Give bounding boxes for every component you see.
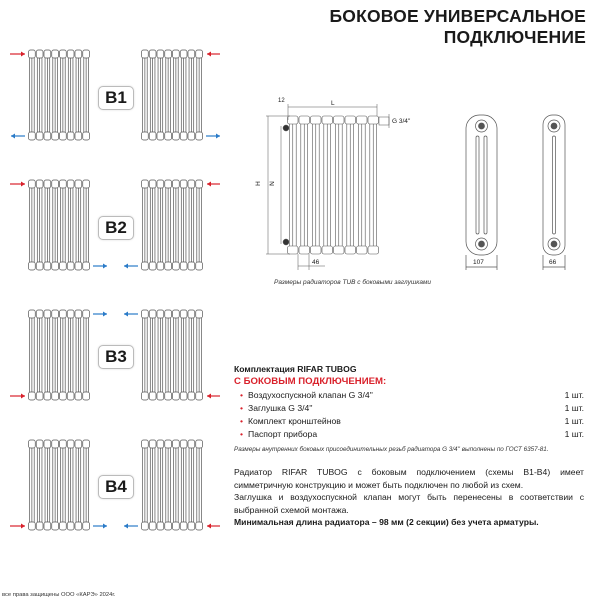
radiator-bottom-collar	[75, 522, 82, 530]
flow-arrow-icon	[10, 394, 25, 399]
radiator-top-collar	[345, 116, 356, 124]
radiator-bottom-collar	[142, 522, 149, 530]
title-line-1: БОКОВОЕ УНИВЕРСАЛЬНОЕ	[329, 6, 586, 26]
radiator-icon	[29, 180, 90, 270]
radiator-icon	[29, 440, 90, 530]
radiator-bottom-collar	[180, 392, 187, 400]
dim-N: N	[268, 181, 276, 186]
radiator-top-collar	[60, 440, 67, 448]
description-p3: Минимальная длина радиатора – 98 мм (2 секции) без учета арматуры.	[234, 517, 539, 527]
radiator-top-collar	[52, 50, 59, 58]
kit-item	[234, 390, 584, 400]
radiator-bottom-collar	[196, 522, 203, 530]
radiator-bottom-collar	[75, 262, 82, 270]
radiator-bottom-collar	[60, 132, 67, 140]
radiator-top-collar	[67, 50, 74, 58]
scheme-label-b2: B2	[98, 216, 134, 240]
flow-arrow-icon	[206, 134, 220, 139]
dim-H: H	[254, 181, 262, 186]
kit-item-label: • Воздухоспускной клапан G 3/4''	[240, 390, 373, 400]
radiator-top-collar	[334, 116, 345, 124]
description	[234, 466, 584, 529]
description-p2: Заглушка и воздухоспускной клапан могут быть перенесены в соответствии с выбранной схемой монтажа.	[234, 492, 584, 515]
radiator-top-collar	[149, 180, 156, 188]
radiator-bottom-collar	[288, 246, 299, 254]
radiator-bottom-collar	[142, 262, 149, 270]
radiator-top-collar	[44, 180, 51, 188]
radiator-icon	[288, 116, 379, 254]
side-body	[466, 115, 497, 255]
radiator-top-collar	[75, 50, 82, 58]
description-p1: Радиатор RIFAR TUBOG с боковым подключением (схемы B1-B4) имеет симметричную конструкцию и может быть подключен по любой из схем.	[234, 467, 584, 490]
arrow-head	[21, 182, 25, 187]
radiator-top-collar	[52, 180, 59, 188]
radiator-top-collar	[157, 310, 164, 318]
flow-arrow-icon	[11, 134, 25, 139]
radiator-top-collar	[75, 310, 82, 318]
radiator-bottom-collar	[44, 132, 51, 140]
radiator-top-collar	[157, 180, 164, 188]
flow-arrow-icon	[93, 264, 107, 269]
radiator-top-collar	[165, 50, 172, 58]
drawing-caption: Размеры радиаторов TUB с боковыми заглушками	[274, 279, 432, 286]
dim-thread: G 3/4''	[392, 118, 411, 125]
kit-item-qty: 1 шт.	[564, 416, 584, 426]
radiator-icon	[29, 310, 90, 400]
radiator-top-collar	[36, 310, 43, 318]
radiator-icon	[142, 180, 203, 270]
radiator-top-collar	[142, 50, 149, 58]
radiator-bottom-collar	[83, 132, 90, 140]
radiator-bottom-collar	[52, 132, 59, 140]
radiator-top-collar	[173, 440, 180, 448]
dim-66: 66	[549, 259, 557, 266]
radiator-bottom-collar	[52, 522, 59, 530]
arrow-head	[21, 52, 25, 57]
radiator-top-collar	[157, 440, 164, 448]
arrow-head	[103, 524, 107, 529]
dim-46: 46	[312, 259, 320, 266]
radiator-bottom-collar	[75, 132, 82, 140]
radiator-bottom-collar	[334, 246, 345, 254]
radiator-top-collar	[52, 440, 59, 448]
title-line-2: ПОДКЛЮЧЕНИЕ	[443, 27, 586, 47]
kit-item	[234, 416, 584, 426]
radiator-bottom-collar	[299, 246, 310, 254]
radiator-bottom-collar	[60, 522, 67, 530]
radiator-top-collar	[44, 310, 51, 318]
arrow-head	[103, 312, 107, 317]
dim-L: L	[331, 100, 335, 107]
arrow-head	[207, 394, 211, 399]
radiator-top-collar	[196, 310, 203, 318]
radiator-top-collar	[288, 116, 299, 124]
radiator-bottom-collar	[52, 262, 59, 270]
radiator-top-collar	[67, 180, 74, 188]
radiator-top-collar	[75, 440, 82, 448]
kit-item-label: • Паспорт прибора	[240, 429, 317, 439]
radiator-top-collar	[165, 310, 172, 318]
radiator-top-collar	[83, 310, 90, 318]
radiator-top-collar	[188, 180, 195, 188]
radiator-top-collar	[36, 50, 43, 58]
radiator-top-collar	[173, 50, 180, 58]
radiator-bottom-collar	[357, 246, 368, 254]
radiator-top-collar	[322, 116, 333, 124]
kit-section	[234, 364, 584, 453]
radiator-top-collar	[196, 440, 203, 448]
flow-arrow-icon	[124, 264, 138, 269]
dim-107: 107	[473, 259, 484, 266]
radiator-bottom-collar	[165, 132, 172, 140]
radiator-top-collar	[29, 180, 36, 188]
scheme-label-b3: B3	[98, 345, 134, 369]
radiator-top-collar	[67, 310, 74, 318]
radiator-top-collar	[36, 440, 43, 448]
radiator-bottom-collar	[180, 522, 187, 530]
radiator-bottom-collar	[52, 392, 59, 400]
radiator-bottom-collar	[180, 262, 187, 270]
radiator-top-collar	[157, 50, 164, 58]
radiator-bottom-collar	[188, 132, 195, 140]
radiator-bottom-collar	[345, 246, 356, 254]
radiator-bottom-collar	[157, 132, 164, 140]
radiator-bottom-collar	[368, 246, 379, 254]
radiator-bottom-collar	[157, 522, 164, 530]
radiator-bottom-collar	[188, 262, 195, 270]
plug-icon	[283, 125, 289, 131]
kit-item	[234, 403, 584, 413]
radiator-bottom-collar	[149, 392, 156, 400]
radiator-bottom-collar	[83, 262, 90, 270]
radiator-bottom-collar	[196, 262, 203, 270]
radiator-top-collar	[188, 310, 195, 318]
radiator-top-collar	[142, 310, 149, 318]
radiator-top-collar	[368, 116, 379, 124]
radiator-top-collar	[180, 50, 187, 58]
radiator-top-collar	[83, 440, 90, 448]
radiator-top-collar	[83, 50, 90, 58]
radiator-top-collar	[83, 180, 90, 188]
flow-arrow-icon	[93, 312, 107, 317]
radiator-bottom-collar	[165, 522, 172, 530]
radiator-bottom-collar	[60, 262, 67, 270]
radiator-bottom-collar	[165, 262, 172, 270]
radiator-bottom-collar	[75, 392, 82, 400]
plug-icon	[283, 239, 289, 245]
radiator-bottom-collar	[157, 262, 164, 270]
radiator-icon	[142, 50, 203, 140]
radiator-top-collar	[165, 180, 172, 188]
radiator-bottom-collar	[67, 262, 74, 270]
arrow-head	[21, 394, 25, 399]
flow-arrow-icon	[124, 312, 138, 317]
flow-arrow-icon	[207, 182, 220, 187]
radiator-side-view	[466, 115, 497, 270]
flow-arrow-icon	[207, 394, 220, 399]
radiator-top-collar	[180, 440, 187, 448]
kit-item-label: • Комплект кронштейнов	[240, 416, 341, 426]
radiator-top-collar	[311, 116, 322, 124]
port-bottom-inner	[479, 241, 485, 247]
radiator-bottom-collar	[165, 392, 172, 400]
arrow-head	[124, 312, 128, 317]
radiator-top-collar	[60, 50, 67, 58]
radiator-top-collar	[180, 180, 187, 188]
flow-arrow-icon	[207, 52, 220, 57]
port-bottom-inner	[551, 241, 557, 247]
dim-12: 12	[278, 98, 285, 104]
radiator-bottom-collar	[173, 132, 180, 140]
radiator-top-collar	[142, 440, 149, 448]
copyright: все права защищены ООО «КАРЭ» 2024г.	[2, 592, 116, 598]
radiator-bottom-collar	[44, 262, 51, 270]
radiator-bottom-collar	[29, 392, 36, 400]
radiator-icon	[142, 310, 203, 400]
flow-arrow-icon	[93, 524, 107, 529]
arrow-head	[207, 52, 211, 57]
radiator-bottom-collar	[180, 132, 187, 140]
radiator-top-collar	[44, 50, 51, 58]
radiator-bottom-collar	[36, 262, 43, 270]
kit-item-qty: 1 шт.	[564, 403, 584, 413]
arrow-head	[103, 264, 107, 269]
kit-note: Размеры внутренних боковых присоединительных резьб радиатора G 3/4'' выполнены по ГОСТ 6357-81.	[234, 446, 549, 453]
flow-arrow-icon	[10, 52, 25, 57]
thread-fitting	[379, 117, 389, 125]
arrow-head	[207, 182, 211, 187]
radiator-bottom-collar	[36, 522, 43, 530]
scheme-label-b1: B1	[98, 86, 134, 110]
radiator-bottom-collar	[29, 262, 36, 270]
radiator-top-collar	[180, 310, 187, 318]
radiator-top-collar	[173, 180, 180, 188]
radiator-top-collar	[29, 440, 36, 448]
radiator-bottom-collar	[83, 522, 90, 530]
kit-item	[234, 429, 584, 439]
radiator-top-collar	[165, 440, 172, 448]
radiator-bottom-collar	[311, 246, 322, 254]
radiator-bottom-collar	[142, 392, 149, 400]
radiator-top-collar	[196, 50, 203, 58]
flow-arrow-icon	[124, 524, 138, 529]
radiator-bottom-collar	[67, 522, 74, 530]
side-slot	[476, 136, 479, 234]
radiator-bottom-collar	[188, 392, 195, 400]
radiator-top-collar	[67, 440, 74, 448]
radiator-bottom-collar	[67, 132, 74, 140]
radiator-bottom-collar	[196, 132, 203, 140]
radiator-top-collar	[149, 50, 156, 58]
radiator-bottom-collar	[83, 392, 90, 400]
arrow-head	[11, 134, 15, 139]
radiator-bottom-collar	[44, 392, 51, 400]
kit-item-label: • Заглушка G 3/4''	[240, 403, 313, 413]
arrow-head	[207, 524, 211, 529]
flow-arrow-icon	[10, 182, 25, 187]
radiator-bottom-collar	[322, 246, 333, 254]
side-slot	[553, 136, 556, 234]
radiator-icon	[29, 50, 90, 140]
arrow-head	[21, 524, 25, 529]
page-title	[329, 6, 586, 48]
radiator-bottom-collar	[44, 522, 51, 530]
scheme-label-b4: B4	[98, 475, 134, 499]
radiator-side-view	[543, 115, 565, 270]
radiator-top-collar	[29, 310, 36, 318]
radiator-bottom-collar	[67, 392, 74, 400]
radiator-bottom-collar	[60, 392, 67, 400]
radiator-top-collar	[60, 310, 67, 318]
radiator-bottom-collar	[142, 132, 149, 140]
radiator-top-collar	[75, 180, 82, 188]
radiator-bottom-collar	[173, 522, 180, 530]
arrow-head	[216, 134, 220, 139]
radiator-top-collar	[29, 50, 36, 58]
flow-arrow-icon	[10, 524, 25, 529]
radiator-top-collar	[52, 310, 59, 318]
radiator-bottom-collar	[173, 392, 180, 400]
radiator-top-collar	[44, 440, 51, 448]
radiator-bottom-collar	[157, 392, 164, 400]
arrow-head	[124, 524, 128, 529]
kit-item-qty: 1 шт.	[564, 390, 584, 400]
radiator-top-collar	[196, 180, 203, 188]
port-top-inner	[551, 123, 557, 129]
port-top-inner	[479, 123, 485, 129]
radiator-bottom-collar	[29, 132, 36, 140]
radiator-bottom-collar	[149, 132, 156, 140]
radiator-bottom-collar	[149, 522, 156, 530]
radiator-top-collar	[188, 50, 195, 58]
radiator-bottom-collar	[149, 262, 156, 270]
radiator-top-collar	[357, 116, 368, 124]
arrow-head	[124, 264, 128, 269]
radiator-top-collar	[299, 116, 310, 124]
radiator-bottom-collar	[36, 132, 43, 140]
radiator-top-collar	[36, 180, 43, 188]
radiator-top-collar	[142, 180, 149, 188]
radiator-bottom-collar	[196, 392, 203, 400]
radiator-top-collar	[149, 440, 156, 448]
kit-subheading: С БОКОВЫМ ПОДКЛЮЧЕНИЕМ:	[234, 376, 387, 387]
radiator-top-collar	[188, 440, 195, 448]
radiator-top-collar	[149, 310, 156, 318]
radiator-bottom-collar	[173, 262, 180, 270]
radiator-bottom-collar	[36, 392, 43, 400]
radiator-bottom-collar	[188, 522, 195, 530]
kit-item-qty: 1 шт.	[564, 429, 584, 439]
kit-heading: Комплектация RIFAR TUBOG	[234, 364, 357, 374]
radiator-top-collar	[60, 180, 67, 188]
radiator-bottom-collar	[29, 522, 36, 530]
radiator-icon	[142, 440, 203, 530]
flow-arrow-icon	[207, 524, 220, 529]
radiator-top-collar	[173, 310, 180, 318]
side-slot	[484, 136, 487, 234]
